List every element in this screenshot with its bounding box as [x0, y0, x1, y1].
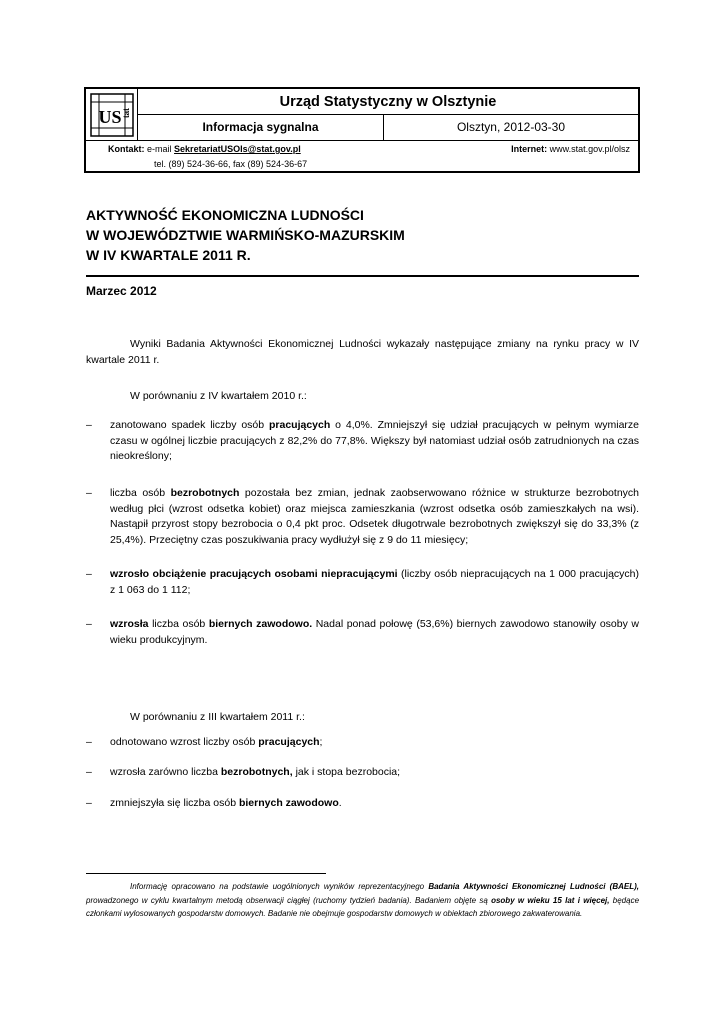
dash-icon: –: [86, 797, 92, 809]
title-line-1: AKTYWNOŚĆ EKONOMICZNA LUDNOŚCI: [86, 207, 364, 223]
list-item: [86, 796, 639, 812]
contact-line: [108, 143, 301, 155]
document-title: [86, 205, 405, 265]
email-prefix: e-mail: [147, 144, 172, 154]
ustat-logo-icon: [89, 92, 135, 138]
list-item: [86, 617, 639, 648]
intro-paragraph: Wyniki Badania Aktywności Ekonomicznej Ludności wykazały następujące zmiany na rynku pracy w IV kwartale 2011 r.: [86, 338, 639, 366]
list-item-text: liczba osób bezrobotnych pozostała bez zmian, jednak zaobserwowano różnice w strukturze bezrobotnych według płci (wzrost odsetka kobiet) oraz miejsca zamieszkania (wzrost odsetka osób zamieszkałych na wsi). Nastąpił przyrost stopy bezrobocia o 0,4 pkt proc. Odsetek długotrwale bezrobotnych zwiększył się do 33,3% (z 25,4%). Przeciętny czas poszukiwania pracy wydłużył się z 9 do 11 miesięcy;: [110, 487, 639, 546]
list-item-text: odnotowano wzrost liczby osób pracujących;: [110, 736, 323, 748]
list-item-text: wzrosła liczba osób biernych zawodowo. Nadal ponad połowę (53,6%) biernych zawodowo stanowiły osoby w wieku produkcyjnym.: [110, 618, 639, 646]
list-item: [86, 567, 639, 598]
svg-text:tat: tat: [121, 107, 131, 118]
dash-icon: –: [86, 419, 92, 431]
footnote-divider: [86, 873, 326, 874]
footnote: Informację opracowano na podstawie uogólnionych wyników reprezentacyjnego Badania Aktywności Ekonomicznej Ludności (BAEL), prowadzonego w cyklu kwartalnym metodą obserwacji ciągłej (ruchomy tydzień badania). Badaniem objęte są osoby w wieku 15 lat i więcej, będące członkami wylosowanych gospodarstw domowych. Badanie nie obejmuje gospodarstw domowych w obiektach zbiorowego zakwaterowania.: [86, 882, 640, 918]
dash-icon: –: [86, 568, 92, 580]
list-item-text: zmniejszyła się liczba osób biernych zawodowo.: [110, 797, 342, 809]
dash-icon: –: [86, 736, 92, 748]
section-1-heading: W porównaniu z IV kwartałem 2010 r.:: [130, 390, 307, 402]
list-item: [86, 765, 639, 781]
document-header: [84, 87, 640, 173]
contact-label: Kontakt:: [108, 144, 145, 154]
office-name: Urząd Statystyczny w Olsztynie: [138, 89, 638, 115]
internet-line: [511, 143, 630, 155]
phone-fax: tel. (89) 524-36-66, fax (89) 524-36-67: [154, 159, 308, 169]
dash-icon: –: [86, 766, 92, 778]
title-line-2: W WOJEWÓDZTWIE WARMIŃSKO-MAZURSKIM: [86, 227, 405, 243]
list-item-text: wzrosła zarówno liczba bezrobotnych, jak i stopa bezrobocia;: [110, 766, 401, 778]
publication-date: Marzec 2012: [86, 284, 157, 298]
internet-label: Internet:: [511, 144, 548, 154]
email-link[interactable]: SekretariatUSOls@stat.gov.pl: [174, 144, 301, 154]
list-item: [86, 735, 639, 751]
list-item-text: zanotowano spadek liczby osób pracujących o 4,0%. Zmniejszył się udział pracujących w pełnym wymiarze czasu w ogólnej liczbie pracujących z 82,2% do 77,8%. Większy był natomiast udział osób zatrudnionych na czas nieokreślony;: [110, 419, 640, 462]
list-item: [86, 486, 639, 548]
info-type-label: Informacja sygnalna: [138, 115, 384, 141]
ustat-logo: [86, 89, 138, 141]
title-line-3: W IV KWARTALE 2011 R.: [86, 247, 251, 263]
title-divider: [86, 275, 639, 277]
dash-icon: –: [86, 618, 92, 630]
dash-icon: –: [86, 487, 92, 499]
list-item: [86, 418, 639, 465]
internet-link[interactable]: www.stat.gov.pl/olsz: [549, 144, 630, 154]
section-2-heading: W porównaniu z III kwartałem 2011 r.:: [130, 711, 305, 723]
place-date: Olsztyn, 2012-03-30: [384, 115, 638, 141]
svg-text:US: US: [97, 106, 122, 127]
list-item-text: wzrosło obciążenie pracujących osobami niepracującymi (liczby osób niepracujących na 1 000 pracujących) z 1 063 do 1 112;: [110, 568, 639, 596]
